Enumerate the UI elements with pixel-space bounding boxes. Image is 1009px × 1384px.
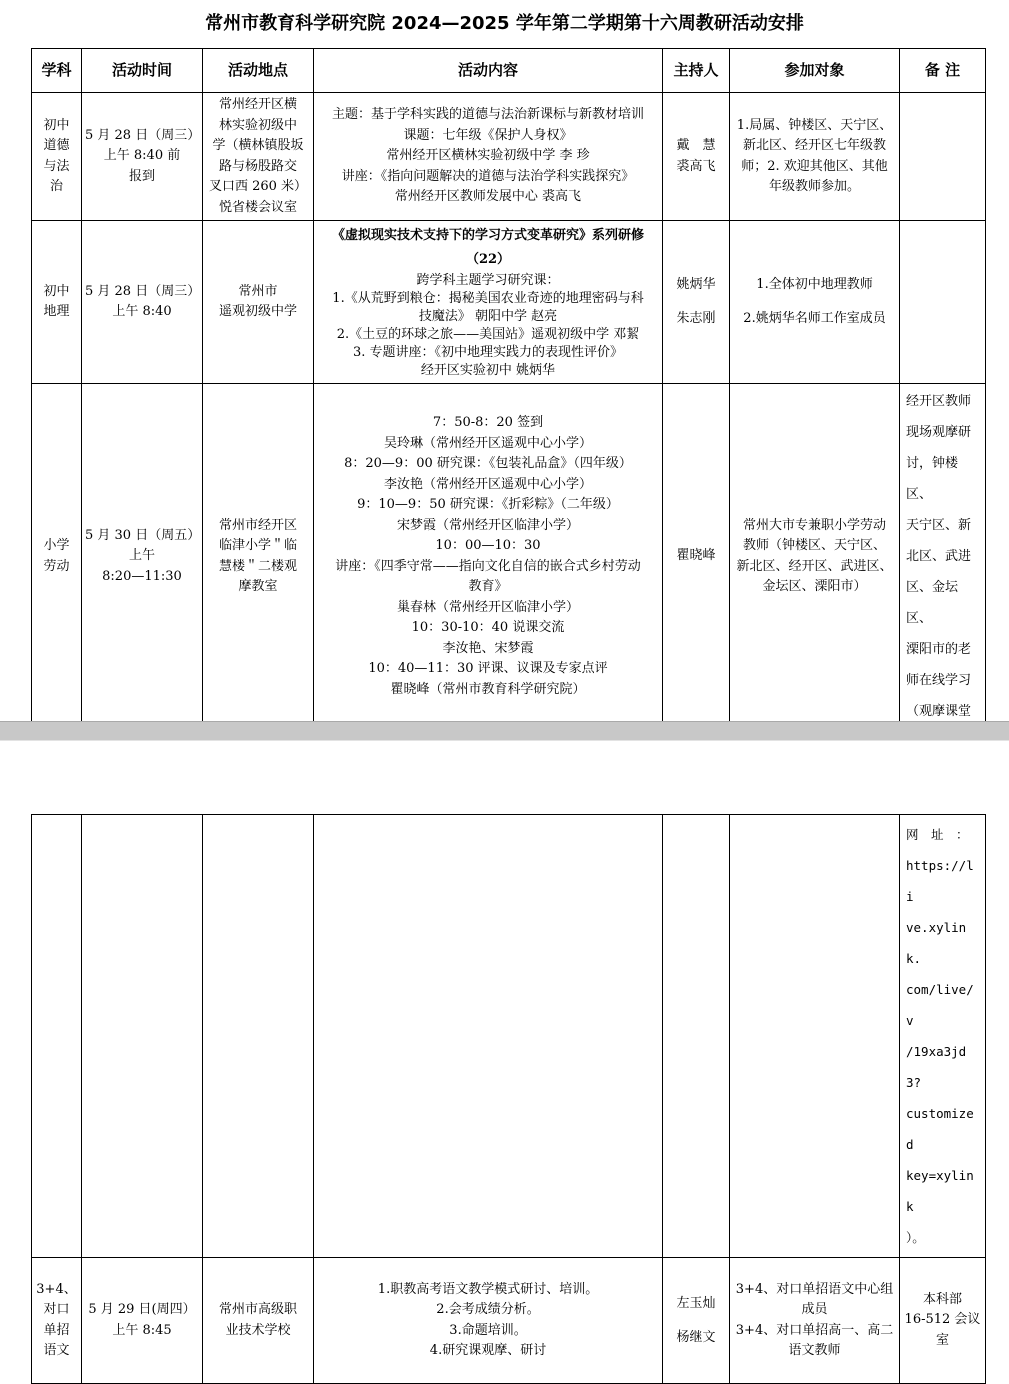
cell-subject [32,1258,82,1384]
cell-participants [730,93,900,221]
cell-line: 4.研究课观摩、研讨 [429,1343,547,1358]
cell-line: 教师（钟楼区、天宁区、 [742,538,886,553]
cell-content [314,93,663,221]
cell-place [203,815,314,1258]
content-series-title [317,224,659,272]
cell-line: customized [906,1106,974,1152]
cell-line: 与法 [43,158,70,174]
cell-line: 对口 [43,1302,70,1317]
cell-line: 1.《从荒野到粮仓：揭秘美国农业奇迹的地理密码与科 [332,291,644,306]
cell-line: 主题：基于学科实践的道德与法治新课标与新教材培训 [331,107,644,123]
cell-participants [730,384,900,730]
cell-line: 路与杨股路交 [218,158,297,174]
cell-line: 摩教室 [238,579,278,594]
cell-participants [730,815,900,1258]
cell-line: ）。 [906,1230,925,1245]
cell-line: 宋梦霞（常州经开区临津小学） [396,517,579,533]
cell-host [663,1258,730,1384]
cell-line: 地理 [43,304,70,319]
cell-line: 叉口西 260 米） [208,179,308,194]
cell-note [900,384,986,730]
cell-time [82,93,203,221]
cell-line: 教育》 [468,579,508,594]
cell-time [82,1258,203,1384]
cell-line: 区、金坛区、 [906,580,959,626]
cell-line: 讲座：《四季守常——指向文化自信的嵌合式乡村劳动 [335,558,641,574]
cell-line: 上午 [128,548,155,564]
cell-line: ve.xylink. [906,920,967,966]
cell-line: 悦省楼会议室 [218,199,297,215]
header-subject: 学科 [32,49,82,93]
cell-line: 成员 [801,1302,828,1317]
cell-line: 语文教师 [788,1343,841,1358]
cell-subject [32,221,82,384]
cell-content [314,384,663,730]
cell-line: 常州市经开区 [218,517,297,533]
cell-line: 8：20—9：00 研究课：《包装礼品盒》（四年级） [344,456,632,471]
cell-line: 常州经开区横 [218,97,297,112]
header-row [32,49,986,93]
cell-line: 北区、武进 [906,549,972,564]
cell-place [203,221,314,384]
cell-subject [32,384,82,730]
table-row [32,384,986,730]
cell-content [314,815,663,1258]
cell-line: 3+4、对口单招语文中心组 [735,1281,894,1297]
cell-line: 现场观摩研 [906,425,972,440]
cell-line: 10：40—11：30 评课、议课及专家点评 [368,661,608,676]
cell-line: 临津小学＂临 [218,538,297,553]
cell-host [663,221,730,384]
header-place: 活动地点 [203,49,314,93]
cell-line: https://li [906,858,974,904]
cell-note [900,221,986,384]
cell-time [82,221,203,384]
cell-line: 经开区实验初中 姚炳华 [420,363,556,378]
page-separator [0,721,1009,741]
cell-line: 报到 [128,168,155,184]
cell-line: 常州市高级职 [218,1302,297,1317]
cell-line: 《虚拟现实技术支持下的学习方式变革研究》系列研修 [331,228,644,243]
cell-line: 师；2. 欢迎其他区、其他 [741,158,888,174]
cell-line: 1.职教高考语文教学模式研讨、培训。 [377,1281,599,1297]
cell-line: 单招 [43,1322,70,1338]
cell-line: com/live/v [906,982,974,1028]
cell-line: 常州市 [238,283,278,299]
cell-line: 16-512 会议 [904,1312,981,1328]
cell-place [203,1258,314,1384]
cell-line: 8:20—11:30 [102,568,182,584]
cell-line: 上午 8:40 [112,304,172,319]
cell-host [663,93,730,221]
header-host: 主持人 [663,49,730,93]
cell-subject [32,93,82,221]
cell-line: 姚炳华 [676,277,716,292]
cell-participants [730,221,900,384]
table-row [32,93,986,221]
cell-line: 5 月 28 日（周三） [85,283,201,299]
cell-line: 网 址 ： [906,827,969,842]
table-row-continued [32,815,986,1258]
cell-line: 林实验初级中 [218,117,297,133]
table-row [32,1258,986,1384]
cell-line: 天宁区、新 [906,518,972,533]
cell-line: 10：30-10：40 说课交流 [411,620,565,635]
cell-line: 吴玲琳（常州经开区遥观中心小学） [383,435,592,451]
cell-line: /19xa3jd3? [906,1044,967,1090]
cell-line: 技魔法》 朝阳中学 赵亮 [418,309,558,324]
cell-line: 慧楼＂二楼观 [218,558,297,574]
cell-line: 左玉灿 [676,1295,716,1311]
cell-line: 溧阳市的老 [906,642,972,657]
cell-line: 语文 [43,1343,70,1358]
cell-content [314,221,663,384]
cell-line: 杨继文 [676,1329,716,1345]
cell-place [203,384,314,730]
cell-line: 本科部 [922,1291,962,1307]
cell-line: 年级教师参加。 [768,179,860,194]
cell-line: 常州经开区教师发展中心 裘高飞 [394,189,582,205]
cell-host [663,384,730,730]
cell-line: 初中 [43,117,70,133]
cell-line: 讲座：《指向问题解决的道德与法治学科实践探究》 [341,168,635,184]
cell-line: 师在线学习 [906,673,972,688]
cell-line: 3+4、对口单招高一、高二 [735,1322,894,1338]
cell-line: 新北区、经开区、武进区、 [736,558,893,574]
cell-line: 金坛区、溧阳市） [762,579,867,594]
cell-participants [730,1258,900,1384]
cell-line: 小学 [43,538,70,553]
cell-line: 5 月 29 日(周四） [88,1302,196,1317]
cell-line: 3+4、 [36,1281,77,1297]
cell-line: 上午 8:40 前 [103,148,181,164]
cell-line: 上午 8:45 [112,1322,172,1338]
cell-note-url [900,815,986,1258]
cell-time [82,384,203,730]
cell-line: 遥观初级中学 [218,304,297,319]
cell-line: 常州经开区横林实验初级中学 李 珍 [386,148,590,164]
cell-content [314,1258,663,1384]
cell-line: 巢春林（常州经开区临津小学） [396,599,579,615]
cell-place [203,93,314,221]
table-row [32,221,986,384]
cell-line: 戴 慧 [676,138,716,153]
cell-line: 李汝艳（常州经开区遥观中心小学） [383,476,592,492]
cell-line: 朱志刚 [676,311,716,326]
header-content: 活动内容 [314,49,663,93]
cell-line: 5 月 28 日（周三） [85,127,201,143]
cell-line: 治 [49,179,63,194]
cell-line: （22） [465,252,511,267]
cell-line: 9：10—9：50 研究课：《折彩粽》（二年级） [357,497,619,512]
cell-line: 3. 专题讲座：《初中地理实践力的表现性评价》 [352,345,624,360]
cell-line: 道德 [43,138,70,153]
cell-line: key=xylink [906,1168,974,1214]
cell-line: 7：50-8：20 签到 [432,415,544,430]
schedule-table [31,48,986,730]
cell-line: 3.命题培训。 [449,1322,527,1338]
cell-line: 经开区教师 [906,394,972,409]
cell-line: 2.姚炳华名师工作室成员 [743,311,886,326]
cell-line: 2.会考成绩分析。 [436,1302,540,1317]
cell-line: 5 月 30 日（周五） [85,527,201,543]
cell-subject [32,815,82,1258]
cell-note [900,93,986,221]
cell-line: 室 [935,1332,949,1348]
cell-line: 初中 [43,283,70,299]
cell-line: 讨，钟楼区、 [906,456,959,502]
header-participants: 参加对象 [730,49,900,93]
cell-line: 课题：七年级《保护人身权》 [403,127,573,143]
cell-line: 劳动 [43,558,70,574]
cell-host [663,815,730,1258]
cell-line: 业技术学校 [225,1322,291,1338]
cell-line: 1.局属、钟楼区、天宁区、 [736,117,893,133]
cell-line: 新北区、经开区七年级教 [742,138,886,153]
cell-line: 瞿晓峰（常州市教育科学研究院） [390,681,586,697]
content-lines [317,272,659,380]
cell-line: 跨学科主题学习研究课： [416,273,560,288]
cell-line: （观摩课堂 [906,704,972,719]
cell-line: 1.全体初中地理教师 [756,277,873,292]
cell-line: 裘高飞 [676,158,716,174]
cell-line: 学（横林镇股坂 [212,138,304,153]
cell-note [900,1258,986,1384]
cell-line: 李汝艳、宋梦霞 [442,640,534,656]
cell-line: 2.《土豆的环球之旅——美国站》遥观初级中学 邓絜 [336,327,640,342]
schedule-table-continued [31,814,986,1384]
header-note: 备 注 [900,49,986,93]
page-title: 常州市教育科学研究院 2024—2025 学年第二学期第十六周教研活动安排 [205,13,804,34]
cell-line: 瞿晓峰 [676,548,716,564]
cell-line: 常州大市专兼职小学劳动 [742,517,886,533]
cell-line: 10：00—10：30 [435,538,541,553]
header-time: 活动时间 [82,49,203,93]
cell-time [82,815,203,1258]
